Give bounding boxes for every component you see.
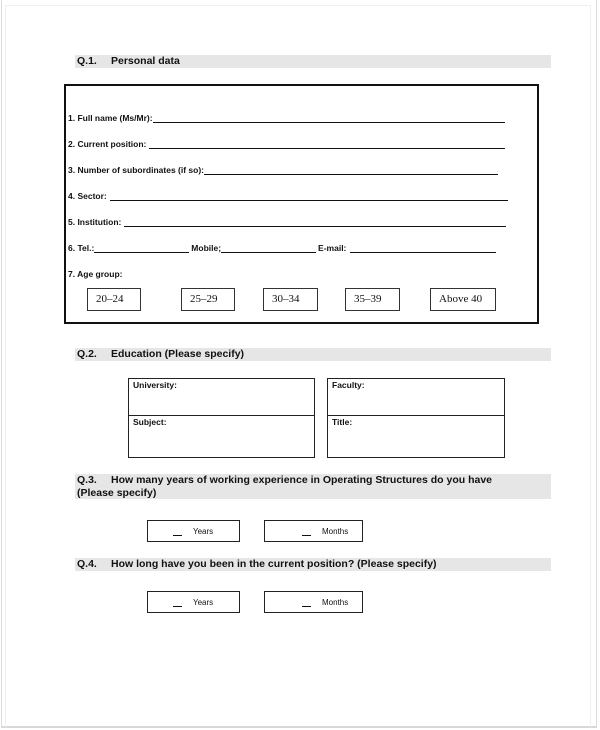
age-group-label: 7. Age group: xyxy=(68,269,123,279)
q3-title-line2: (Please specify) xyxy=(77,487,157,499)
subject-label: Subject: xyxy=(133,417,167,427)
q3-months-box[interactable] xyxy=(264,520,363,542)
contact-row xyxy=(68,241,496,253)
email-input[interactable] xyxy=(350,243,496,253)
q3-months-input[interactable] xyxy=(302,535,311,536)
age-option-30-34[interactable]: 30–34 xyxy=(263,288,318,311)
current-position-label: 2. Current position: xyxy=(68,139,147,149)
mobile-input[interactable] xyxy=(221,243,316,253)
institution-input[interactable] xyxy=(124,217,506,227)
title-cell[interactable] xyxy=(328,416,504,428)
tel-label: 6. Tel.: xyxy=(68,243,95,253)
title-label: Title: xyxy=(332,417,353,427)
q4-months-box[interactable] xyxy=(264,591,363,613)
q2-header xyxy=(75,348,551,361)
faculty-label: Faculty: xyxy=(332,380,365,390)
institution-field[interactable] xyxy=(68,215,506,227)
q4-years-label: Years xyxy=(193,597,214,607)
q4-header xyxy=(75,558,551,571)
age-option-35-39[interactable]: 35–39 xyxy=(345,288,400,311)
full-name-label: 1. Full name (Ms/Mr): xyxy=(68,113,153,123)
university-cell[interactable] xyxy=(129,379,314,416)
q4-months-label: Months xyxy=(322,597,349,607)
subordinates-field[interactable] xyxy=(68,163,498,175)
subordinates-label: 3. Number of subordinates (if so): xyxy=(68,165,205,175)
university-label: University: xyxy=(133,380,177,390)
q4-years-input[interactable] xyxy=(173,606,182,607)
q1-number: Q.1. xyxy=(77,55,97,67)
q1-header xyxy=(75,55,551,68)
q3-years-input[interactable] xyxy=(173,535,182,536)
age-option-20-24[interactable]: 20–24 xyxy=(87,288,141,311)
current-position-input[interactable] xyxy=(149,139,505,149)
faculty-cell[interactable] xyxy=(328,379,504,416)
q3-months-label: Months xyxy=(322,526,349,536)
sector-label: 4. Sector: xyxy=(68,191,107,201)
subject-cell[interactable] xyxy=(129,416,314,428)
q3-years-label: Years xyxy=(193,526,214,536)
q4-number: Q.4. xyxy=(77,558,97,570)
full-name-field[interactable] xyxy=(68,111,505,123)
age-group-row xyxy=(68,267,122,279)
sector-input[interactable] xyxy=(110,191,508,201)
sector-field[interactable] xyxy=(68,189,508,201)
subordinates-input[interactable] xyxy=(204,165,498,175)
q1-title: Personal data xyxy=(111,55,180,67)
education-left-box xyxy=(128,378,315,458)
q3-header xyxy=(75,474,551,499)
q2-title: Education (Please specify) xyxy=(111,348,245,360)
current-position-field[interactable] xyxy=(68,137,505,149)
q4-months-input[interactable] xyxy=(302,606,311,607)
q2-number: Q.2. xyxy=(77,348,97,360)
q4-years-box[interactable] xyxy=(147,591,240,613)
age-option-above-40[interactable]: Above 40 xyxy=(430,288,496,311)
email-label: E-mail: xyxy=(318,243,347,253)
education-right-box xyxy=(327,378,505,458)
full-name-input[interactable] xyxy=(153,113,505,123)
age-option-25-29[interactable]: 25–29 xyxy=(181,288,235,311)
tel-input[interactable] xyxy=(94,243,189,253)
mobile-label: Mobile; xyxy=(191,243,222,253)
q3-years-box[interactable] xyxy=(147,520,240,542)
q3-number: Q.3. xyxy=(77,474,97,486)
q4-title: How long have you been in the current position? (Please specify) xyxy=(111,558,437,570)
q3-title: How many years of working experience in Operating Structures do you have xyxy=(111,474,493,486)
institution-label: 5. Institution: xyxy=(68,217,122,227)
